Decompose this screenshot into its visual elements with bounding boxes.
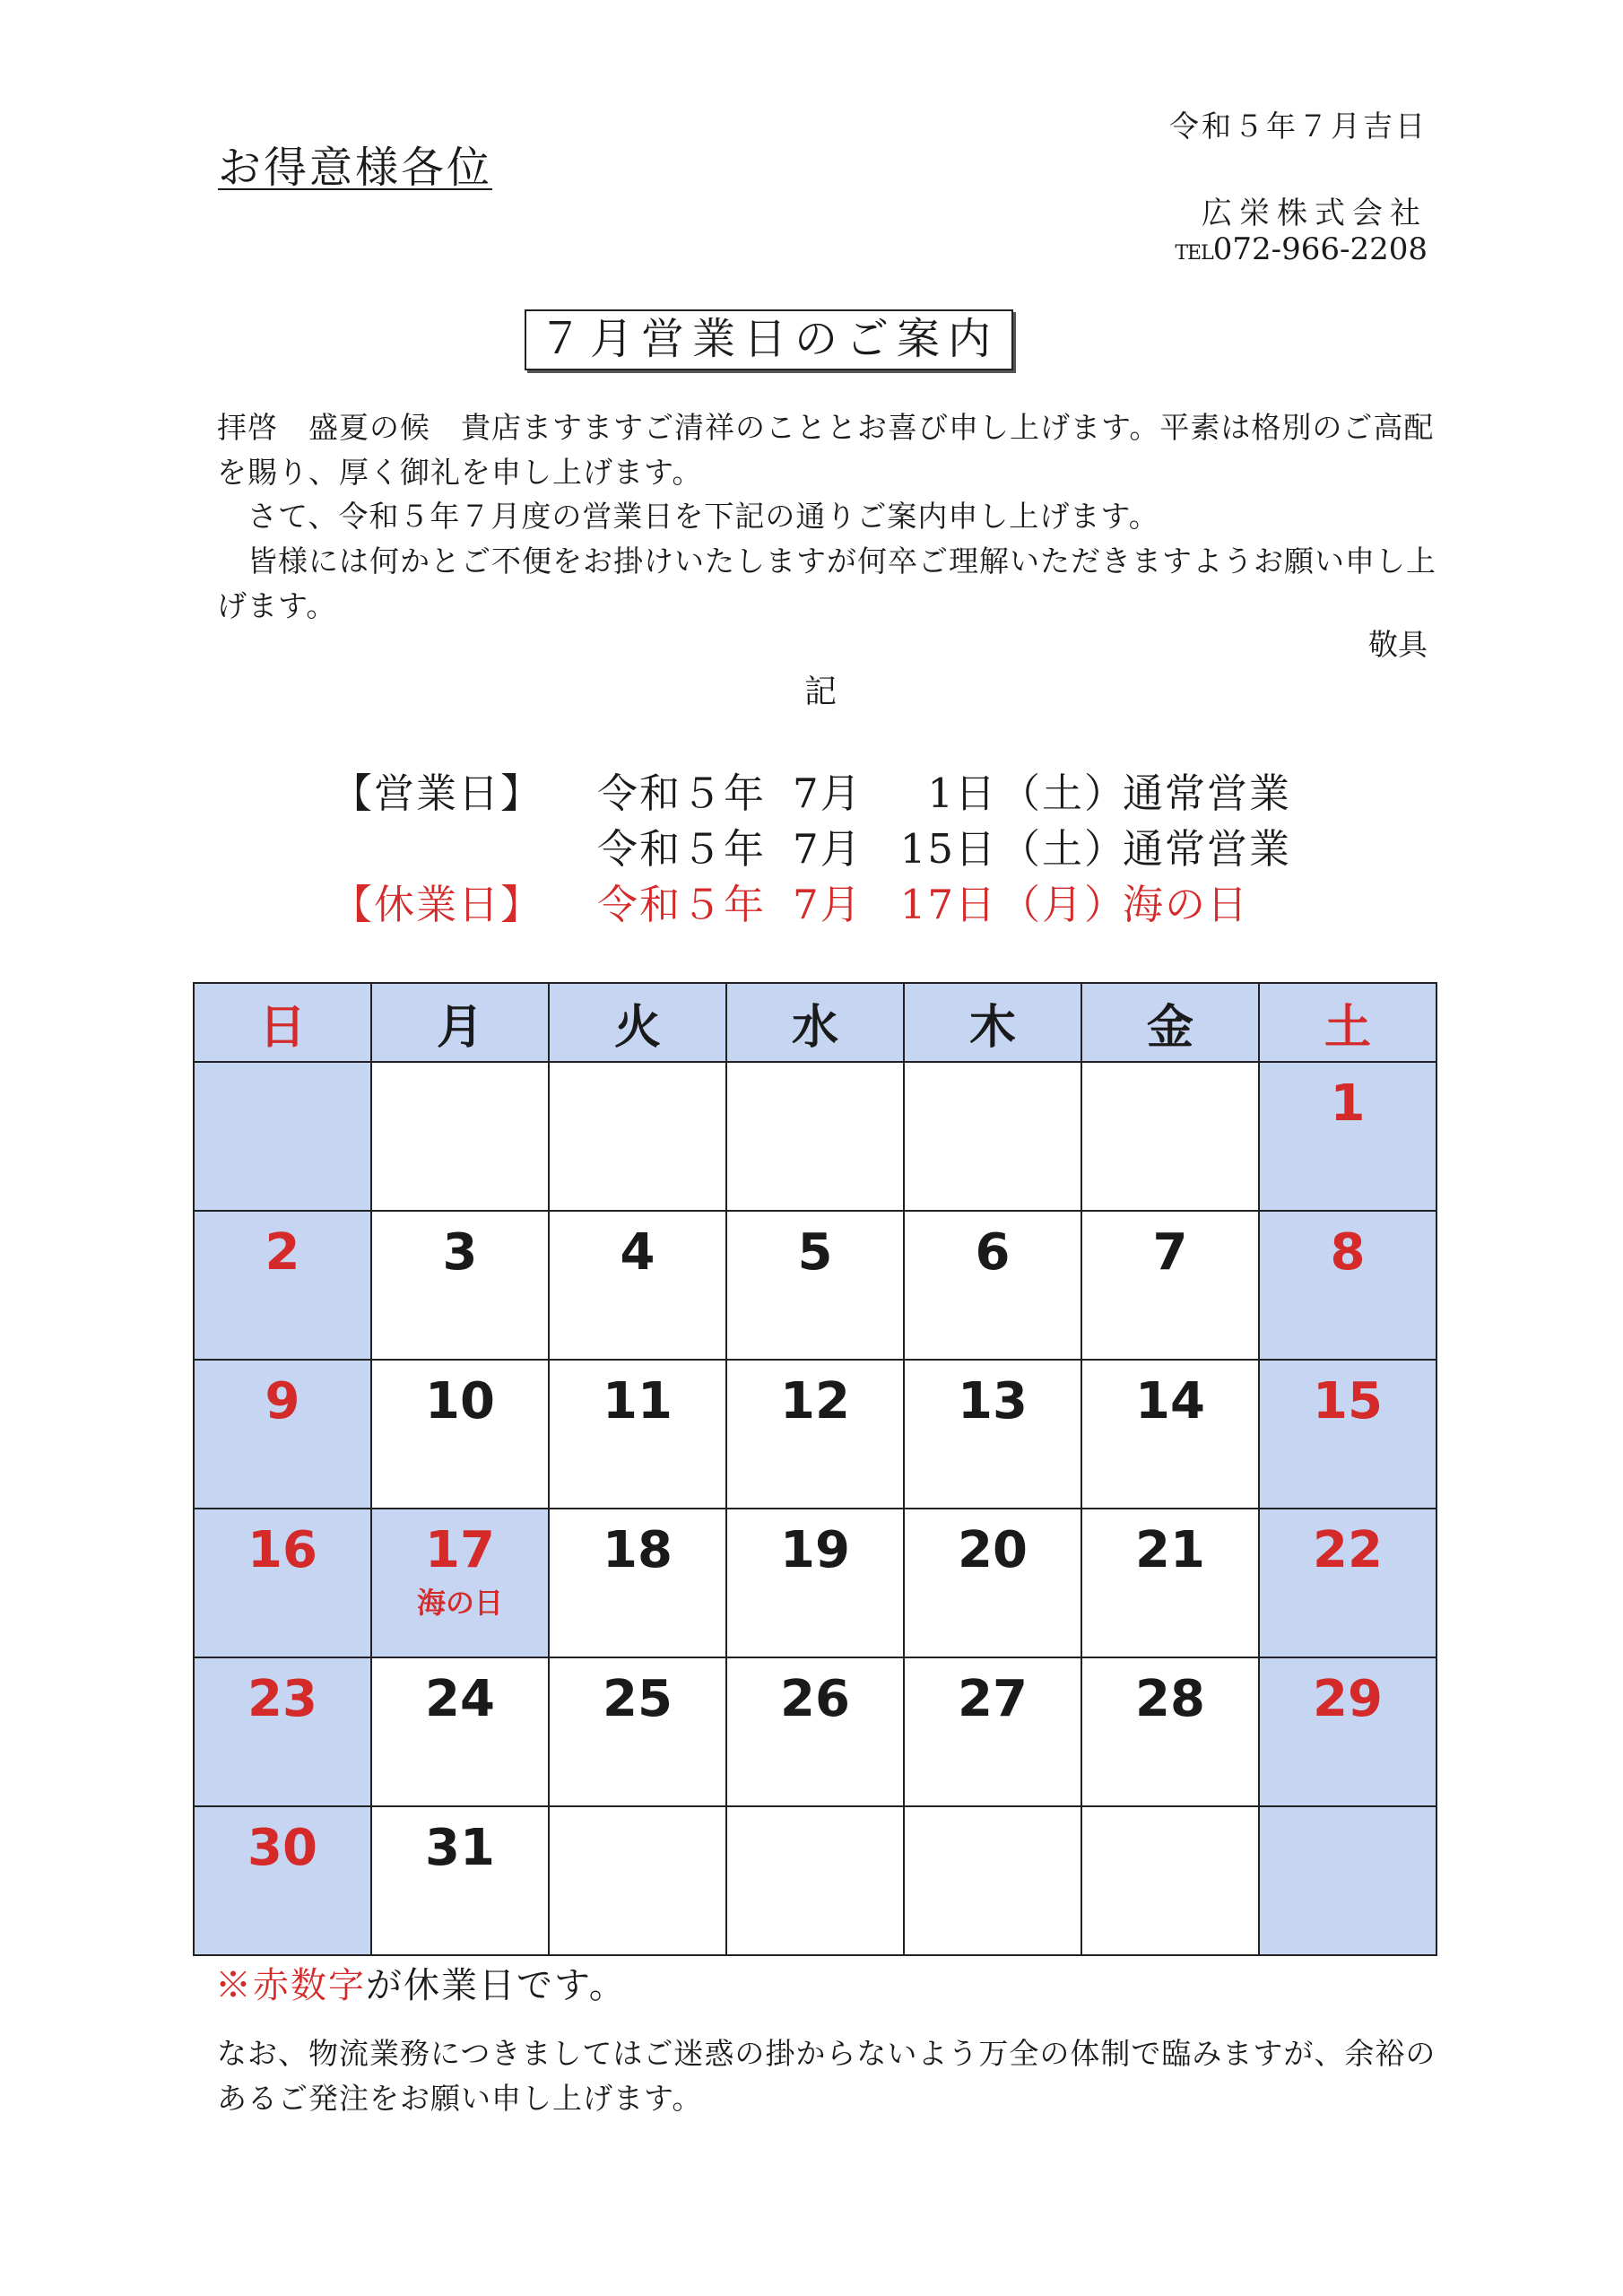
calendar-day-cell <box>371 1360 549 1509</box>
day-number: 24 <box>425 1670 495 1728</box>
schedule-row-1-month: 7月 <box>793 770 863 817</box>
calendar-weekday-header <box>194 983 1436 1062</box>
day-number: 3 <box>442 1223 478 1282</box>
calendar-day-cell <box>194 1657 371 1806</box>
calendar-day-cell <box>1259 1062 1436 1211</box>
calendar-day-cell <box>549 1360 726 1509</box>
calendar-day-cell <box>726 1806 904 1955</box>
calendar-day-cell <box>726 1360 904 1509</box>
weekday-header-3: 水 <box>726 983 904 1062</box>
schedule-row-2-note: 通常営業 <box>1123 825 1292 873</box>
calendar-day-cell <box>1081 1062 1259 1211</box>
day-number: 29 <box>1313 1670 1383 1728</box>
calendar-day-cell <box>1081 1657 1259 1806</box>
calendar-day-cell <box>194 1509 371 1657</box>
schedule-row-3-note: 海の日 <box>1123 881 1250 928</box>
calendar-day-cell <box>371 1211 549 1360</box>
calendar-day-cell <box>1259 1211 1436 1360</box>
calendar-week-row <box>194 1657 1436 1806</box>
calendar-day-cell <box>371 1509 549 1657</box>
calendar-day-cell <box>1259 1360 1436 1509</box>
calendar-day-cell <box>371 1062 549 1211</box>
schedule-row-1-weekday: （土） <box>1000 770 1127 817</box>
calendar-day-cell <box>194 1211 371 1360</box>
day-number: 17 <box>425 1521 495 1579</box>
company-name: 広栄株式会社 <box>1202 196 1428 231</box>
schedule-row-1-note: 通常営業 <box>1123 770 1292 817</box>
letter-paragraph-2: さて、令和５年７月度の営業日を下記の通りご案内申し上げます。 <box>217 499 1159 534</box>
calendar-day-cell <box>549 1806 726 1955</box>
letter-paragraph-3: 皆様には何かとご不便をお掛けいたしますが何卒ご理解いただきますようお願い申し上げます。 <box>217 544 1436 623</box>
calendar-day-cell <box>549 1062 726 1211</box>
day-number: 20 <box>958 1521 1028 1579</box>
calendar-week-row <box>194 1509 1436 1657</box>
holiday-note-text: が休業日です。 <box>366 1965 627 2006</box>
calendar-day-cell <box>1081 1806 1259 1955</box>
day-number: 13 <box>958 1372 1028 1431</box>
calendar-week-row <box>194 1806 1436 1955</box>
calendar-day-cell <box>1259 1657 1436 1806</box>
schedule-row-1-day: 1日 <box>927 770 997 817</box>
schedule-row-2-day: 15日 <box>899 825 997 873</box>
schedule-row-2-era: 令和５年 <box>597 825 767 873</box>
schedule-row-1-era: 令和５年 <box>597 770 767 817</box>
schedule-row-2-month: 7月 <box>793 825 863 873</box>
day-number: 27 <box>958 1670 1028 1728</box>
schedule-row-3-month: 7月 <box>793 881 863 928</box>
july-calendar <box>193 982 1437 1956</box>
notation-ki: 記 <box>804 674 838 710</box>
calendar-day-cell <box>726 1509 904 1657</box>
calendar-day-cell <box>371 1657 549 1806</box>
schedule-list <box>0 0 1623 951</box>
day-number: 15 <box>1313 1372 1383 1431</box>
calendar-day-cell <box>194 1062 371 1211</box>
day-number: 22 <box>1313 1521 1383 1579</box>
weekday-header-5: 金 <box>1081 983 1259 1062</box>
calendar-day-cell <box>904 1657 1081 1806</box>
calendar-day-cell <box>726 1062 904 1211</box>
weekday-header-1: 月 <box>371 983 549 1062</box>
weekday-header-6: 土 <box>1259 983 1436 1062</box>
day-number: 21 <box>1135 1521 1205 1579</box>
day-number: 12 <box>780 1372 850 1431</box>
calendar-day-cell <box>371 1806 549 1955</box>
letter-closing-keigu: 敬具 <box>1368 627 1428 662</box>
calendar-day-cell <box>1259 1806 1436 1955</box>
calendar-day-cell <box>1259 1509 1436 1657</box>
schedule-row-3-era: 令和５年 <box>597 881 767 928</box>
day-number: 2 <box>265 1223 300 1282</box>
calendar-day-cell <box>904 1509 1081 1657</box>
calendar-week-row <box>194 1062 1436 1211</box>
day-number: 30 <box>247 1819 317 1877</box>
day-number: 10 <box>425 1372 495 1431</box>
day-number: 5 <box>797 1223 833 1282</box>
day-number: 26 <box>780 1670 850 1728</box>
calendar-day-cell <box>1081 1360 1259 1509</box>
weekday-header-2: 火 <box>549 983 726 1062</box>
calendar-week-row <box>194 1211 1436 1360</box>
document-title: ７月営業日のご案内 <box>525 309 1013 370</box>
day-number: 18 <box>603 1521 673 1579</box>
tel-label: TEL <box>1175 242 1213 265</box>
schedule-row-2-weekday: （土） <box>1000 825 1127 873</box>
closing-paragraph: なお、物流業務につきましてはご迷惑の掛からないよう万全の体制で臨みますが、余裕のあるご発注をお願い申し上げます。 <box>217 2036 1436 2116</box>
addressee: お得意様各位 <box>218 143 493 193</box>
calendar-day-cell <box>194 1360 371 1509</box>
day-number: 8 <box>1330 1223 1366 1282</box>
calendar-day-cell <box>1081 1509 1259 1657</box>
calendar-day-cell <box>726 1657 904 1806</box>
holiday-label: 【休業日】 <box>332 881 543 928</box>
calendar-day-cell <box>726 1211 904 1360</box>
holiday-note-red: ※赤数字 <box>215 1965 366 2006</box>
calendar-day-cell <box>549 1657 726 1806</box>
day-number: 11 <box>603 1372 673 1431</box>
letter-intro: 拝啓 盛夏の候 貴店ますますご清祥のこととお喜び申し上げます。平素は格別のご高配を賜り、厚く御礼を申し上げます。 <box>217 410 1435 490</box>
calendar-day-cell <box>904 1211 1081 1360</box>
business-day-label: 【営業日】 <box>332 770 543 817</box>
day-number: 7 <box>1152 1223 1188 1282</box>
tel-number: 072-966-2208 <box>1212 231 1428 267</box>
calendar-day-cell <box>194 1806 371 1955</box>
holiday-note <box>215 1957 627 2008</box>
day-number: 6 <box>975 1223 1011 1282</box>
calendar-table <box>193 982 1437 1956</box>
schedule-row-3-weekday: （月） <box>1000 881 1127 928</box>
day-number: 14 <box>1135 1372 1205 1431</box>
day-number: 1 <box>1330 1074 1366 1133</box>
calendar-body <box>194 1062 1436 1955</box>
day-number: 16 <box>247 1521 317 1579</box>
calendar-day-cell <box>549 1211 726 1360</box>
holiday-name: 海の日 <box>416 1586 503 1620</box>
day-number: 25 <box>603 1670 673 1728</box>
calendar-day-cell <box>904 1360 1081 1509</box>
calendar-day-cell <box>904 1062 1081 1211</box>
day-number: 23 <box>247 1670 317 1728</box>
calendar-day-cell <box>1081 1211 1259 1360</box>
day-number: 31 <box>425 1819 495 1877</box>
day-number: 19 <box>780 1521 850 1579</box>
issue-date: 令和５年７月吉日 <box>1169 109 1428 144</box>
calendar-week-row <box>194 1360 1436 1509</box>
schedule-row-3-day: 17日 <box>899 881 997 928</box>
calendar-day-cell <box>549 1509 726 1657</box>
day-number: 4 <box>620 1223 655 1282</box>
day-number: 9 <box>265 1372 300 1431</box>
day-number: 28 <box>1135 1670 1205 1728</box>
weekday-header-0: 日 <box>194 983 371 1062</box>
weekday-header-4: 木 <box>904 983 1081 1062</box>
calendar-day-cell <box>904 1806 1081 1955</box>
